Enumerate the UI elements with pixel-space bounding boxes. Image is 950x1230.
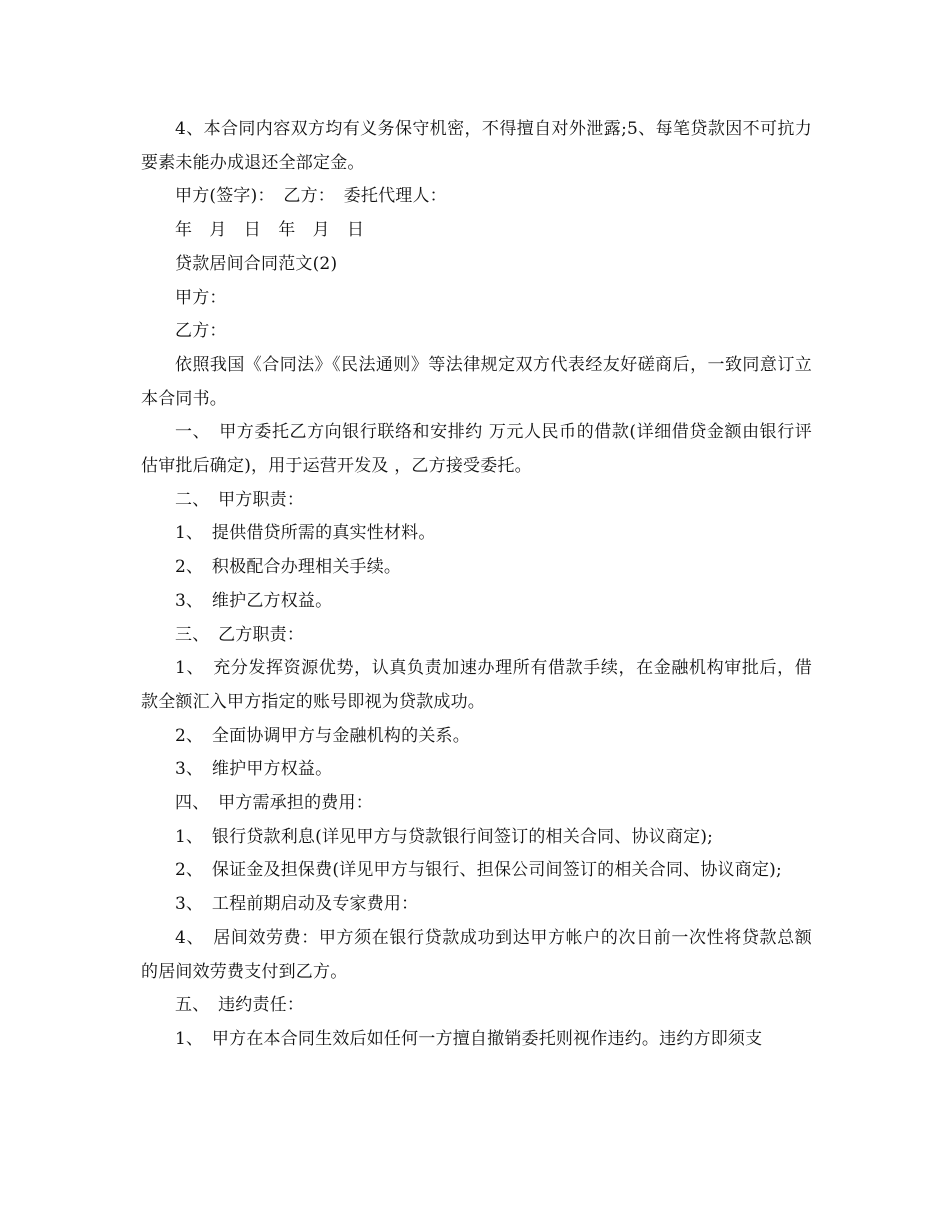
paragraph-party-a: 甲方： bbox=[175, 287, 227, 308]
clause-3-item-2: 2、 全面协调甲方与金融机构的关系。 bbox=[175, 725, 470, 746]
paragraph-date-line: 年 月 日 年 月 日 bbox=[175, 220, 365, 241]
clause-3-heading: 三、 乙方职责： bbox=[175, 624, 305, 645]
clause-4-item-4: 4、 居间效劳费：甲方须在银行贷款成功到达甲方帐户的次日前一次性将贷款总额 的居间效劳费支付到乙方。 bbox=[141, 927, 812, 982]
paragraph-preamble: 依照我国《合同法》《民法通则》等法律规定双方代表经友好磋商后，一致同意订立本合同书。 bbox=[141, 354, 812, 409]
clause-3-item-3: 3、 维护甲方权益。 bbox=[175, 759, 333, 780]
clause-2-item-2: 2、 积极配合办理相关手续。 bbox=[175, 557, 402, 578]
paragraph-confidentiality: 4、本合同内容双方均有义务保守机密，不得擅自对外泄露;5、每笔贷款因不可抗力要素未能办成退还全部定金。 bbox=[141, 119, 812, 173]
clause-2-heading: 二、 甲方职责： bbox=[175, 489, 305, 510]
clause-5-item-1: 1、 甲方在本合同生效后如任何一方擅自撤销委托则视作违约。违约方即须支 bbox=[175, 1028, 763, 1049]
paragraph-party-b: 乙方： bbox=[175, 321, 227, 342]
section-title: 贷款居间合同范文(2) bbox=[175, 253, 338, 274]
clause-4-heading: 四、 甲方需承担的费用： bbox=[175, 793, 373, 814]
clause-5-heading: 五、 违约责任： bbox=[175, 995, 305, 1016]
clause-4-item-2: 2、 保证金及担保费(详见甲方与银行、担保公司间签订的相关合同、协议商定); bbox=[175, 860, 782, 881]
clause-1: 一、 甲方委托乙方向银行联络和安排约 万元人民币的借款(详细借贷金额由银行评估审批后确定)，用于运营开发及 ，乙方接受委托。 bbox=[141, 422, 812, 477]
clause-4-item-3: 3、 工程前期启动及专家费用： bbox=[175, 894, 419, 915]
clause-4-item-1: 1、 银行贷款利息(详见甲方与贷款银行间签订的相关合同、协议商定); bbox=[175, 826, 714, 847]
clause-2-item-1: 1、 提供借贷所需的真实性材料。 bbox=[175, 523, 436, 544]
clause-3-item-1: 1、 充分发挥资源优势，认真负责加速办理所有借款手续，在金融机构审批后，借款全额汇入甲方指定的账号即视为贷款成功。 bbox=[141, 658, 812, 712]
paragraph-signatures: 甲方(签字)： 乙方： 委托代理人： bbox=[175, 186, 447, 207]
clause-2-item-3: 3、 维护乙方权益。 bbox=[175, 590, 333, 611]
